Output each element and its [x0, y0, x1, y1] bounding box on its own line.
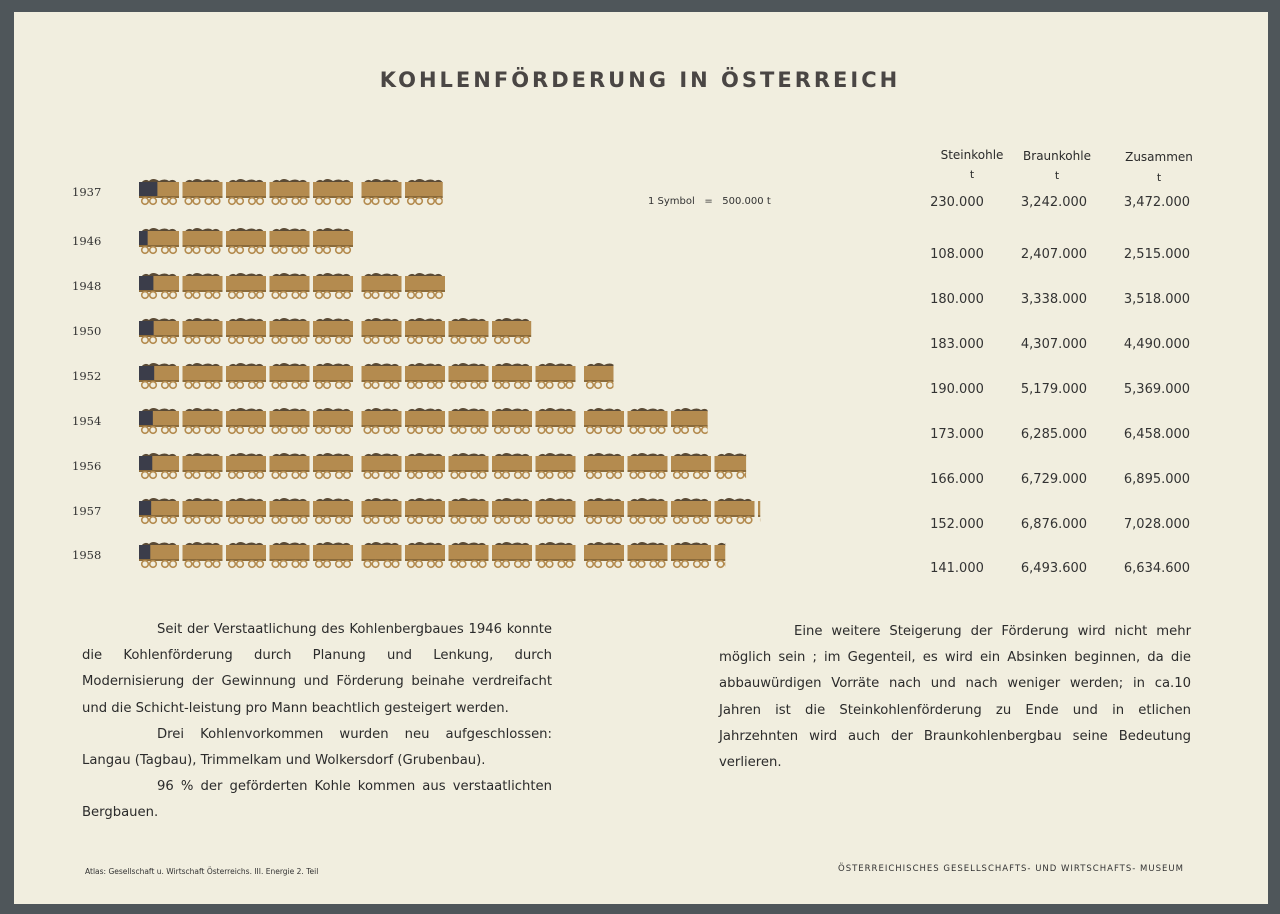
- value-steinkohle-1946: 108.000: [930, 247, 984, 262]
- value-zusammen-1950: 4,490.000: [1123, 337, 1191, 352]
- coal-wagon-symbol: [312, 408, 354, 433]
- value-braunkohle-1952: 5,179.000: [1020, 382, 1088, 397]
- coal-wagon-symbol: [583, 363, 625, 388]
- left-paragraph-2: Drei Kohlenvorkommen wurden neu aufgeschlossen: Langau (Tagbau), Trimmelkam und Wolkersdorf (Grubenbau).: [82, 726, 552, 769]
- coal-wagon-symbol: [225, 408, 267, 433]
- coal-wagon-symbol: [225, 542, 267, 567]
- value-zusammen-1956: 6,895.000: [1123, 472, 1191, 487]
- coal-wagon-symbol: [491, 408, 533, 433]
- coal-wagon-symbol: [182, 273, 224, 298]
- year-label-1957: 1957: [72, 504, 102, 518]
- coal-wagon-symbol: [312, 498, 354, 523]
- coal-wagon-symbol: [312, 273, 354, 298]
- page-title: KOHLENFÖRDERUNG IN ÖSTERREICH: [379, 68, 901, 92]
- coal-wagon-symbol: [670, 453, 712, 478]
- value-braunkohle-1956: 6,729.000: [1020, 472, 1088, 487]
- coal-wagon-symbol: [535, 408, 577, 433]
- coal-wagon-symbol: [225, 228, 267, 253]
- coal-wagon-symbol: [138, 542, 180, 567]
- coal-wagon-symbol: [583, 453, 625, 478]
- value-steinkohle-1957: 152.000: [930, 517, 984, 532]
- coal-wagon-symbol: [714, 498, 756, 523]
- value-steinkohle-1950: 183.000: [930, 337, 984, 352]
- unit-steinkohle: t: [969, 168, 975, 181]
- coal-wagon-symbol: [182, 453, 224, 478]
- legend-symbol-text: 1 Symbol: [648, 196, 695, 207]
- coal-wagon-symbol: [583, 498, 625, 523]
- coal-wagon-symbol: [182, 228, 224, 253]
- value-steinkohle-1954: 173.000: [930, 427, 984, 442]
- coal-wagon-symbol: [448, 542, 490, 567]
- value-steinkohle-1956: 166.000: [930, 472, 984, 487]
- coal-wagon-symbol: [491, 542, 533, 567]
- coal-wagon-symbol: [138, 273, 180, 298]
- column-header-steinkohle: Steinkohle: [940, 148, 1004, 162]
- coal-wagon-symbol: [670, 408, 712, 433]
- chart-row-1958: [138, 542, 756, 567]
- coal-wagon-symbol: [225, 453, 267, 478]
- value-zusammen-1937: 3,472.000: [1123, 195, 1191, 210]
- coal-wagon-symbol: [182, 318, 224, 343]
- coal-wagon-symbol: [583, 408, 625, 433]
- coal-wagon-symbol: [404, 179, 446, 204]
- year-label-1948: 1948: [72, 279, 102, 293]
- value-zusammen-1946: 2,515.000: [1123, 247, 1191, 262]
- coal-wagon-symbol: [225, 179, 267, 204]
- coal-wagon-symbol: [535, 542, 577, 567]
- footer-atlas-reference: Atlas: Gesellschaft u. Wirtschaft Österreichs. III. Energie 2. Teil: [85, 867, 319, 876]
- year-label-1954: 1954: [72, 414, 102, 428]
- coal-wagon-symbol: [361, 273, 403, 298]
- coal-wagon-symbol: [225, 363, 267, 388]
- coal-wagon-symbol: [714, 453, 756, 478]
- coal-wagon-symbol: [491, 363, 533, 388]
- value-braunkohle-1954: 6,285.000: [1020, 427, 1088, 442]
- coal-wagon-symbol: [312, 318, 354, 343]
- year-label-1950: 1950: [72, 324, 102, 338]
- coal-wagon-symbol: [535, 453, 577, 478]
- coal-wagon-symbol: [182, 498, 224, 523]
- coal-wagon-symbol: [404, 542, 446, 567]
- coal-wagon-symbol: [404, 498, 446, 523]
- coal-wagon-symbol: [182, 179, 224, 204]
- legend-equals: =: [704, 196, 713, 207]
- coal-wagon-symbol: [269, 498, 311, 523]
- value-steinkohle-1937: 230.000: [930, 195, 984, 210]
- coal-wagon-symbol: [404, 318, 446, 343]
- coal-wagon-symbol: [138, 228, 180, 253]
- value-zusammen-1954: 6,458.000: [1123, 427, 1191, 442]
- coal-wagon-symbol: [448, 498, 490, 523]
- right-paragraph-1: Eine weitere Steigerung der Förderung wird nicht mehr möglich sein ; im Gegenteil, es wird ein Absinken beginnen, da die abbauwürdigen Vorräte nach und nach weniger werden; in ca.10 Jahren ist die Steinkohlenförderung zu Ende und in etlichen Jahrzehnten wird auch der Braunkohlenbergbau seine Bedeutung verlieren.: [719, 624, 1191, 771]
- value-zusammen-1957: 7,028.000: [1123, 517, 1191, 532]
- coal-wagon-symbol: [361, 363, 403, 388]
- coal-wagon-symbol: [138, 318, 180, 343]
- coal-wagon-symbol: [491, 318, 533, 343]
- value-steinkohle-1952: 190.000: [930, 382, 984, 397]
- chart-row-1950: [138, 318, 533, 343]
- year-label-1956: 1956: [72, 459, 102, 473]
- value-steinkohle-1948: 180.000: [930, 292, 984, 307]
- coal-wagon-symbol: [627, 542, 669, 567]
- chart-row-1956: [138, 453, 756, 478]
- coal-wagon-symbol: [491, 498, 533, 523]
- coal-wagon-symbol: [312, 453, 354, 478]
- chart-row-1952: [138, 363, 625, 388]
- coal-wagon-symbol: [225, 318, 267, 343]
- coal-wagon-symbol: [583, 542, 625, 567]
- coal-wagon-symbol: [312, 179, 354, 204]
- coal-wagon-symbol: [535, 363, 577, 388]
- coal-wagon-symbol: [138, 498, 180, 523]
- coal-wagon-symbol: [269, 542, 311, 567]
- coal-wagon-symbol: [627, 498, 669, 523]
- coal-wagon-symbol: [182, 408, 224, 433]
- left-text-block: [82, 617, 552, 827]
- coal-wagon-symbol: [269, 453, 311, 478]
- coal-wagon-symbol: [714, 542, 756, 567]
- coal-wagon-symbol: [182, 542, 224, 567]
- coal-wagon-symbol: [225, 273, 267, 298]
- coal-wagon-symbol: [535, 498, 577, 523]
- coal-wagon-symbol: [312, 228, 354, 253]
- coal-wagon-symbol: [269, 318, 311, 343]
- legend-value-text: 500.000 t: [722, 196, 771, 207]
- coal-wagon-symbol: [404, 363, 446, 388]
- chart-row-1946: [138, 228, 354, 253]
- coal-wagon-symbol: [448, 408, 490, 433]
- chart-row-1954: [138, 408, 712, 433]
- year-label-1946: 1946: [72, 234, 102, 248]
- coal-wagon-symbol: [361, 542, 403, 567]
- value-braunkohle-1958: 6,493.600: [1020, 561, 1088, 576]
- column-header-zusammen: Zusammen: [1125, 150, 1193, 164]
- coal-wagon-symbol: [269, 179, 311, 204]
- coal-wagon-symbol: [491, 453, 533, 478]
- coal-wagon-symbol: [138, 179, 180, 204]
- left-paragraph-1: Seit der Verstaatlichung des Kohlenbergbaues 1946 konnte die Kohlenförderung durch Planung und Lenkung, durch Modernisierung der Gewinnung und Förderung beinahe verdreifacht und die Schicht-leistung pro Mann beachtlich gesteigert werden.: [82, 622, 552, 716]
- coal-wagon-symbol: [269, 228, 311, 253]
- year-label-1937: 1937: [72, 185, 102, 199]
- column-header-braunkohle: Braunkohle: [1023, 149, 1091, 163]
- coal-wagon-symbol: [361, 318, 403, 343]
- coal-wagon-symbol: [404, 408, 446, 433]
- year-label-1952: 1952: [72, 369, 102, 383]
- coal-wagon-symbol: [448, 453, 490, 478]
- coal-wagon-symbol: [757, 498, 799, 523]
- coal-wagon-symbol: [361, 179, 403, 204]
- chart-row-1957: [138, 498, 799, 523]
- coal-wagon-symbol: [670, 542, 712, 567]
- value-steinkohle-1958: 141.000: [930, 561, 984, 576]
- unit-zusammen: t: [1156, 171, 1162, 184]
- coal-wagon-symbol: [361, 498, 403, 523]
- chart-row-1937: [138, 179, 446, 204]
- value-braunkohle-1946: 2,407.000: [1020, 247, 1088, 262]
- coal-wagon-symbol: [404, 273, 446, 298]
- coal-wagon-symbol: [448, 363, 490, 388]
- coal-wagon-symbol: [361, 453, 403, 478]
- coal-wagon-symbol: [627, 453, 669, 478]
- coal-wagon-symbol: [138, 363, 180, 388]
- coal-wagon-symbol: [312, 363, 354, 388]
- value-braunkohle-1937: 3,242.000: [1020, 195, 1088, 210]
- coal-wagon-symbol: [269, 363, 311, 388]
- chart-row-1948: [138, 273, 446, 298]
- coal-wagon-symbol: [448, 318, 490, 343]
- coal-wagon-symbol: [225, 498, 267, 523]
- value-braunkohle-1957: 6,876.000: [1020, 517, 1088, 532]
- value-zusammen-1952: 5,369.000: [1123, 382, 1191, 397]
- coal-wagon-symbol: [670, 498, 712, 523]
- left-paragraph-3: 96 % der geförderten Kohle kommen aus verstaatlichten Bergbauen.: [82, 779, 552, 821]
- unit-braunkohle: t: [1054, 169, 1060, 182]
- coal-wagon-symbol: [138, 453, 180, 478]
- value-zusammen-1958: 6,634.600: [1123, 561, 1191, 576]
- coal-wagon-symbol: [182, 363, 224, 388]
- footer-museum-name: ÖSTERREICHISCHES GESELLSCHAFTS- UND WIRTSCHAFTS- MUSEUM: [838, 864, 1184, 874]
- year-label-1958: 1958: [72, 548, 102, 562]
- coal-wagon-symbol: [312, 542, 354, 567]
- coal-wagon-symbol: [269, 408, 311, 433]
- coal-wagon-symbol: [404, 453, 446, 478]
- right-text-block: [719, 619, 1191, 776]
- coal-wagon-symbol: [269, 273, 311, 298]
- coal-wagon-symbol: [361, 408, 403, 433]
- value-braunkohle-1948: 3,338.000: [1020, 292, 1088, 307]
- coal-wagon-symbol: [627, 408, 669, 433]
- value-zusammen-1948: 3,518.000: [1123, 292, 1191, 307]
- coal-wagon-symbol: [138, 408, 180, 433]
- value-braunkohle-1950: 4,307.000: [1020, 337, 1088, 352]
